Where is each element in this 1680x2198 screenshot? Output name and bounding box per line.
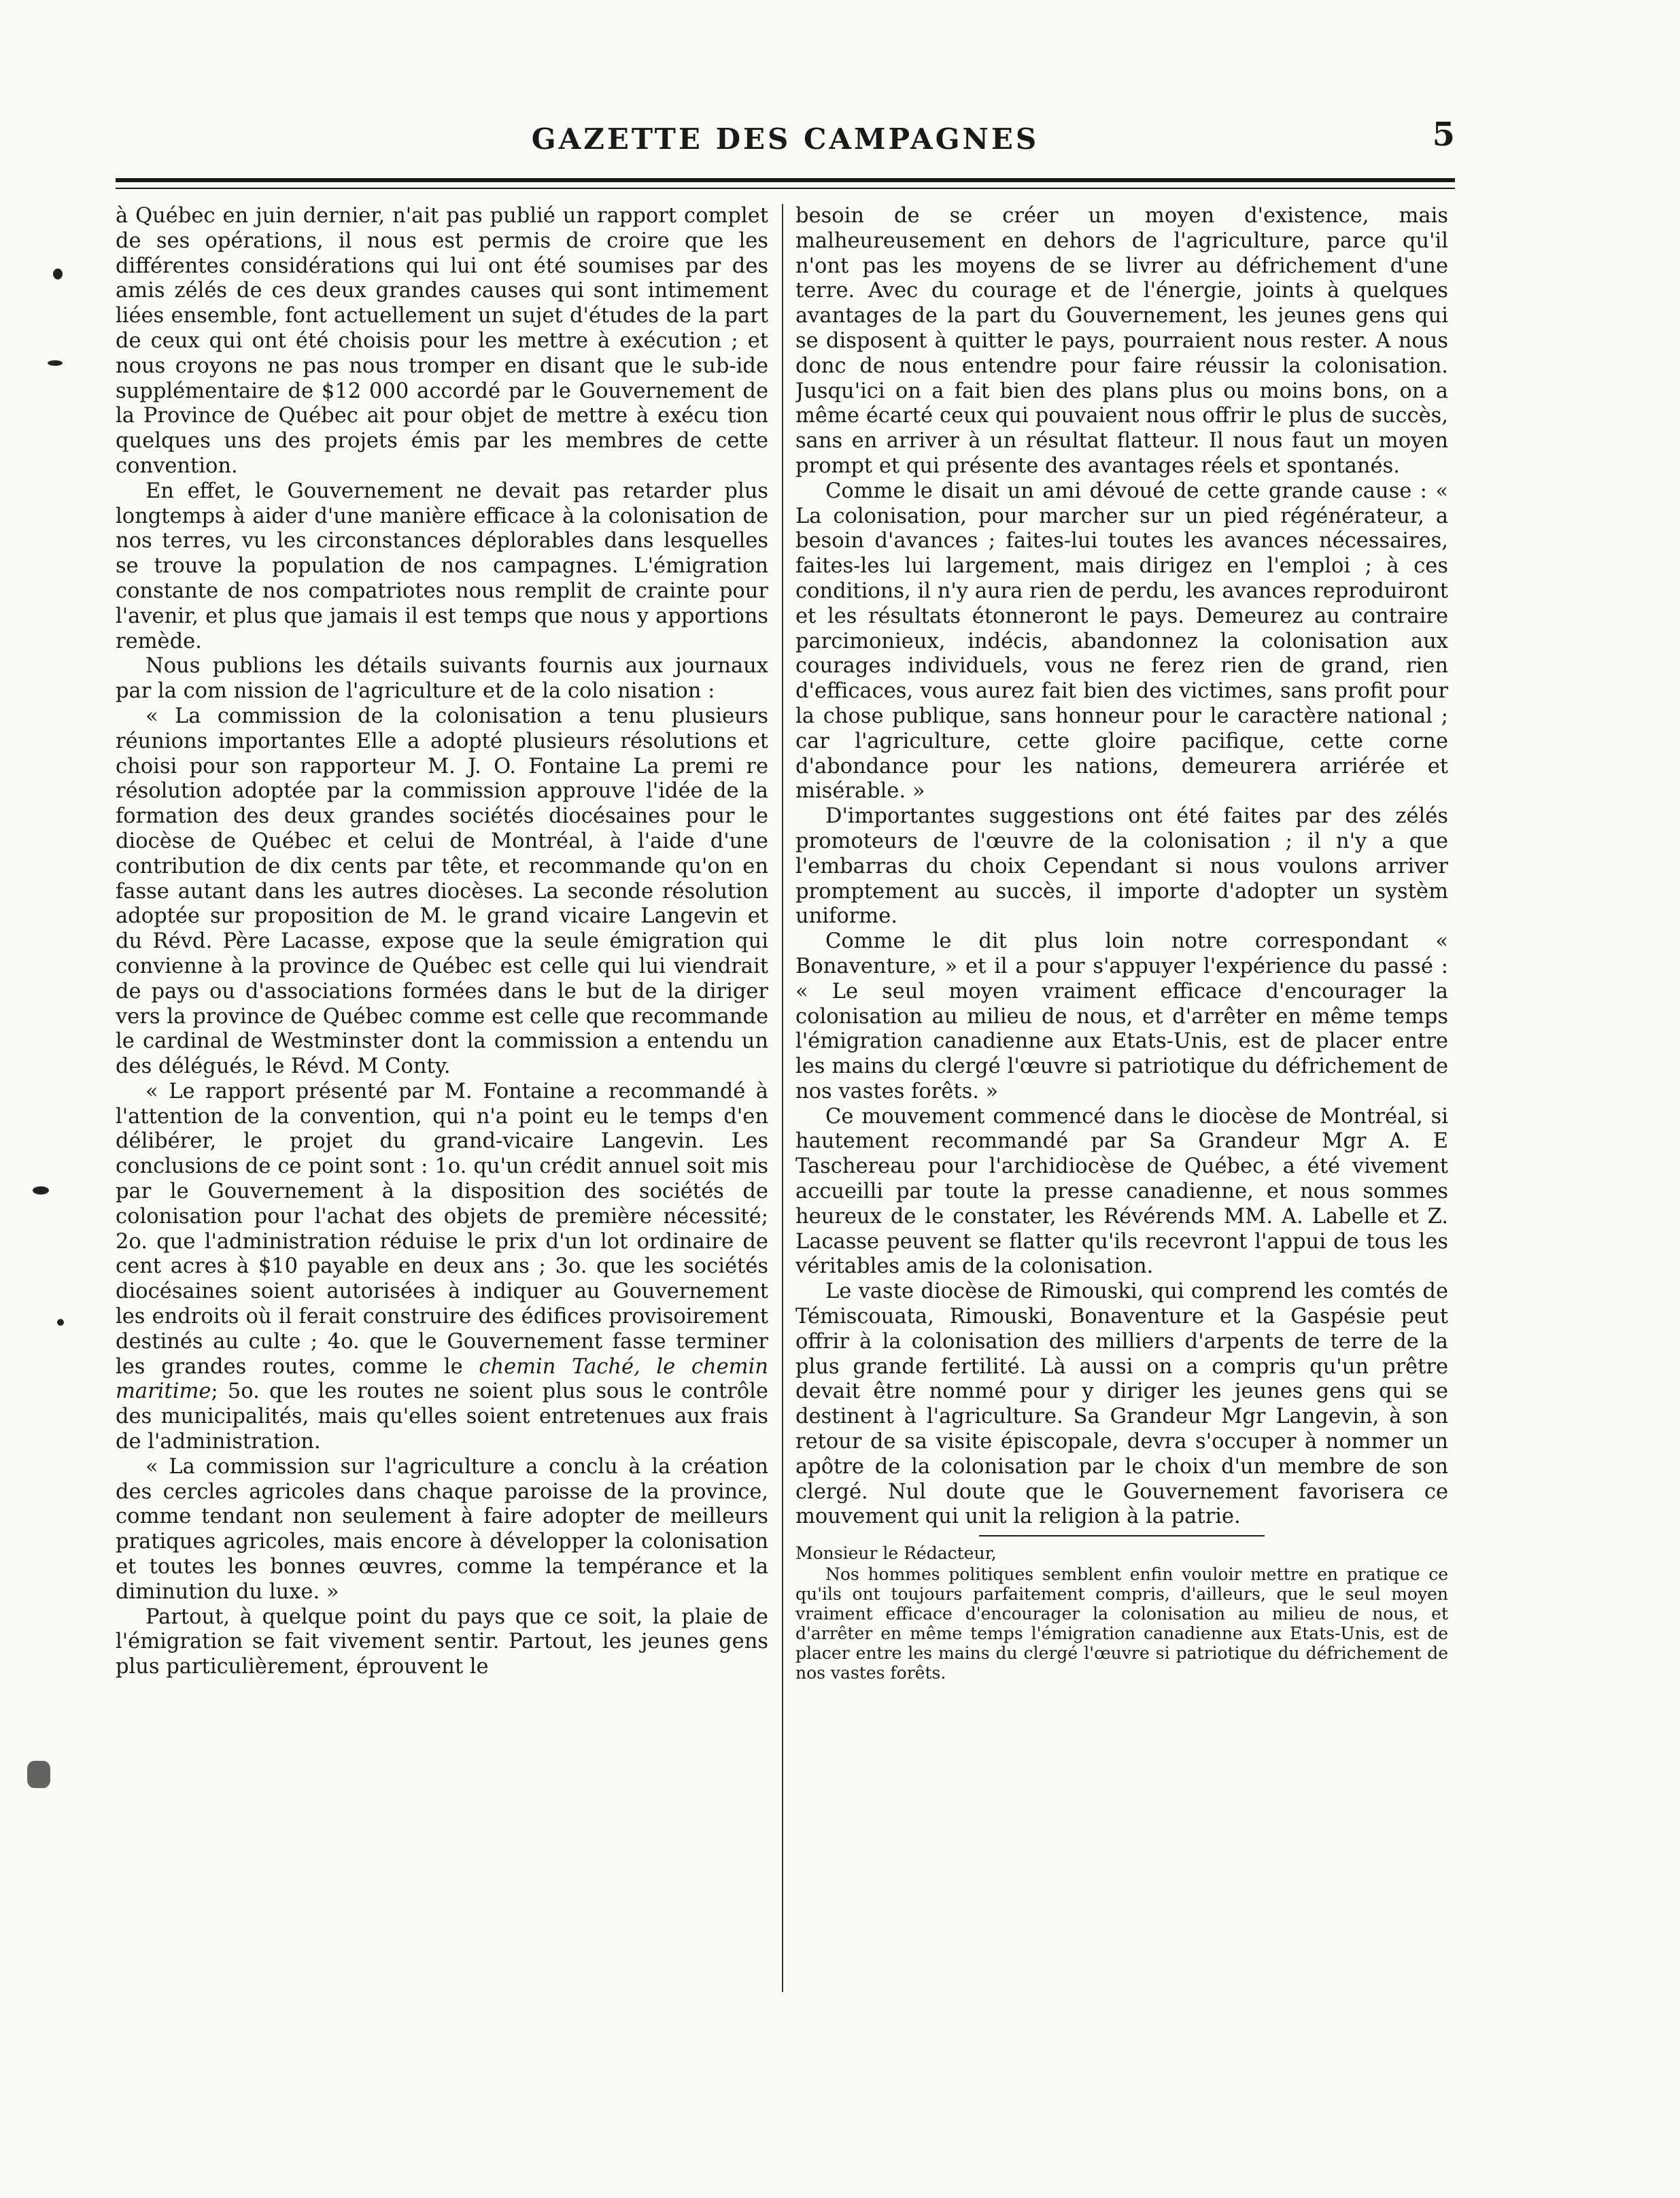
letter-salutation: Monsieur le Rédacteur,: [795, 1543, 997, 1564]
paragraph: D'importantes suggestions ont été faites par des zélés promoteurs de l'œuvre de la colonisation ; il n'y a que l'embarras du choix Cependant si nous voulons arriver promptement au succès, il importe d'adopter un systèm uniforme.: [795, 804, 1448, 929]
paragraph: En effet, le Gouvernement ne devait pas retarder plus longtemps à aider d'une manière efficace à la colonisation de nos terres, vu les circonstances déplorables dans lesquelles se trouve la population de nos campagnes. L'émigration constante de nos compatriotes nous remplit de crainte pour l'avenir, et plus que jamais il est temps que nous y apportions remède.: [116, 479, 768, 653]
paragraph: « La commission sur l'agriculture a conclu à la création des cercles agricoles dans chaque paroisse de la province, comme tendant non seulement à faire adopter de meilleurs pratiques agricoles, mais encore à développer la colonisation et toutes les bonnes œuvres, comme la tempérance et la diminution du luxe. »: [116, 1454, 768, 1604]
paragraph: Partout, à quelque point du pays que ce soit, la plaie de l'émigration se fait vivement sentir. Partout, les jeunes gens plus particulièrement, éprouvent le: [116, 1604, 768, 1679]
masthead-title: GAZETTE DES CAMPAGNES: [531, 122, 1040, 156]
left-column: [116, 204, 768, 1978]
page-number: 5: [1432, 116, 1455, 154]
paragraph: besoin de se créer un moyen d'existence, mais malheureusement en dehors de l'agriculture, parce qu'il n'ont pas les moyens de se livrer au défrichement d'une terre. Avec du courage et de l'énergie, joints à quelques avantages de la part du Gouvernement, les jeunes gens qui se disposent à quitter le pays, pourraient nous rester. A nous donc de nous entendre pour faire réussir la colonisation. Jusqu'ici on a fait bien des plans plus ou moins bons, on a même écarté ceux qui pouvaient nous offrir le plus de succès, sans en arriver à un résultat flatteur. Il nous faut un moyen prompt et qui présente des avantages réels et spontanés.: [795, 204, 1448, 478]
italic-road-names: chemin Taché, le chemin maritime: [116, 1354, 768, 1404]
paragraph: Comme le disait un ami dévoué de cette grande cause : « La colonisation, pour marcher sur un pied régénérateur, a besoin d'avances ; faites-lui toutes les avances nécessaires, faites-les lui largement, mais dirigez en l'emploi ; à ces conditions, il n'y aura rien de perdu, les avances reproduiront et les résultats étonneront le pays. Demeurez au contraire parcimonieux, indécis, abandonnez la colonisation aux courages individuels, vous ne ferez rien de grand, rien d'efficaces, vous aurez fait bien des victimes, sans profit pour la chose publique, sans honneur pour le caractère national ; car l'agriculture, cette gloire pacifique, cette corne d'abondance pour les nations, demeurera arriérée et misérable. »: [795, 479, 1448, 804]
paragraph: Nous publions les détails suivants fournis aux journaux par la com nission de l'agriculture et de la colo nisation :: [116, 654, 768, 704]
scan-speck: [27, 1761, 50, 1788]
paragraph: Le vaste diocèse de Rimouski, qui comprend les comtés de Témiscouata, Rimouski, Bonaventure et la Gaspésie peut offrir à la colonisation des milliers d'arpents de terre de la plus grande fertilité. Là aussi on a compris qu'un prêtre devait être nommé pour y diriger les jeunes gens qui se destinent à l'agriculture. Sa Grandeur Mgr Langevin, à son retour de sa visite épiscopale, devra s'occuper à nommer un apôtre de la colonisation par le choix d'un membre de son clergé. Nul doute que le Gouvernement favorisera ce mouvement qui unit la religion à la patrie.: [795, 1280, 1448, 1529]
right-column: [795, 204, 1448, 1978]
scan-speck: [48, 360, 63, 366]
scan-speck: [33, 1186, 49, 1195]
page-header: [116, 116, 1455, 170]
scan-speck: [57, 1319, 64, 1326]
paragraph: Ce mouvement commencé dans le diocèse de Montréal, si hautement recommandé par Sa Grandeur Mgr A. E Taschereau pour l'archidiocèse de Québec, a été vivement accueilli par toute la presse canadienne, et nous sommes heureux de le constater, les Révérends MM. A. Labelle et Z. Lacasse peuvent se flatter qu'ils recevront l'appui de tous les véritables amis de la colonisation.: [795, 1104, 1448, 1279]
paragraph: [116, 1080, 768, 1455]
paragraph: Comme le dit plus loin notre correspondant « Bonaventure, » et il a pour s'appuyer l'expérience du passé : « Le seul moyen vraiment efficace d'encourager la colonisation au milieu de nous, et d'arrêter en même temps l'émigration canadienne aux Etats-Unis, est de placer entre les mains du clergé l'œuvre si patriotique du défrichement de nos vastes forêts. »: [795, 929, 1448, 1103]
scan-speck: [53, 269, 63, 279]
section-separator: [979, 1535, 1265, 1536]
letter-body: Nos hommes politiques semblent enfin vouloir mettre en pratique ce qu'ils ont toujours parfaitement compris, d'ailleurs, que le seul moyen vraiment efficace d'encourager la colonisation au milieu de nous, et d'arrêter en même temps l'émigration canadienne aux Etats-Unis, est de placer entre les mains du clergé l'œuvre si patriotique du défrichement de nos vastes forêts.: [795, 1564, 1448, 1683]
paragraph: à Québec en juin dernier, n'ait pas publié un rapport complet de ses opérations, il nous est permis de croire que les différentes considérations qui lui ont été soumises par des amis zélés de ces deux grandes causes qui sont intimement liées ensemble, font actuellement un sujet d'études de la part de ceux qui ont été choisis pour les mettre à exécution ; et nous croyons ne pas nous tromper en disant que le sub-ide supplémentaire de $12 000 accordé par le Gouvernement de la Province de Québec ait pour objet de mettre à exécu tion quelques uns des projets émis par les membres de cette convention.: [116, 204, 768, 478]
column-divider: [782, 204, 783, 1992]
text-run: « Le rapport présenté par M. Fontaine a recommandé à l'attention de la convention, qui n'a point eu le temps d'en délibérer, le projet du grand-vicaire Langevin. Les conclusions de ce point sont : 1o. qu'un crédit annuel soit mis par le Gouvernement à la disposition des sociétés de colonisation pour l'achat des objets de première nécessité; 2o. que l'administration réduise le prix d'un lot ordinaire de cent acres à $10 payable en deux ans ; 3o. que les sociétés diocésaines soient autorisées à indiquer au Gouvernement les endroits où il ferait construire des édifices provisoirement destinés au culte ; 4o. que le Gouvernement fasse terminer les grandes routes, comme le: [116, 1079, 768, 1379]
text-run: ; 5o. que les routes ne soient plus sous le contrôle des municipalités, mais qu'elles soient entretenues aux frais de l'administration.: [116, 1379, 768, 1454]
header-rule: [116, 178, 1455, 182]
paragraph: « La commission de la colonisation a tenu plusieurs réunions importantes Elle a adopté plusieurs résolutions et choisi pour son rapporteur M. J. O. Fontaine La premi re résolution adoptée par la commission approuve l'idée de la formation des deux grandes sociétés diocésaines pour le diocèse de Québec et celui de Montréal, à l'aide d'une contribution de dix cents par tête, et recommande qu'on en fasse autant dans les autres diocèses. La seconde résolution adoptée sur proposition de M. le grand vicaire Langevin et du Révd. Père Lacasse, expose que la seule émigration qui convienne à la province de Québec est celle qui lui viendrait de pays ou d'associations formées dans le but de la diriger vers la province de Québec comme est celle que recommande le cardinal de Westminster dont la commission a entendu un des délégués, le Révd. M Conty.: [116, 704, 768, 1079]
reader-letter: [795, 1543, 1448, 1683]
header-rule-thin: [116, 188, 1455, 189]
